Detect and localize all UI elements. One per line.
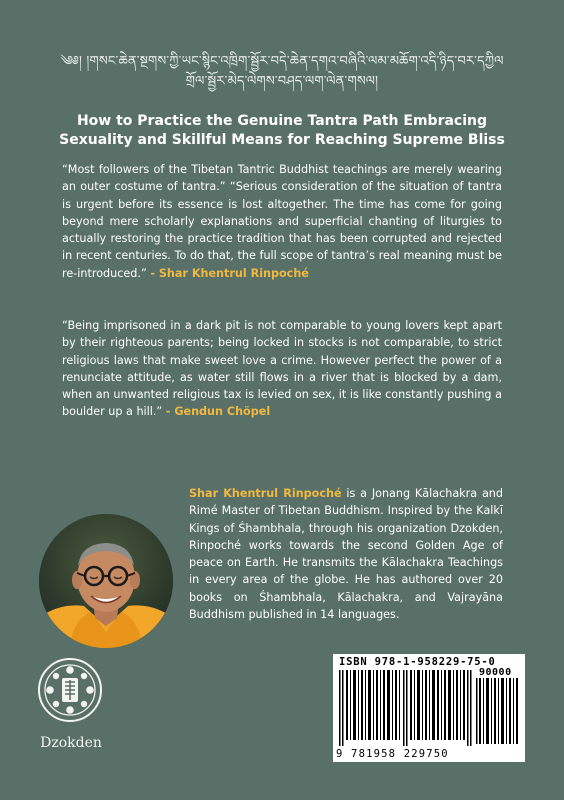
ean-number: 9 781958 229750 xyxy=(336,748,449,760)
publisher-name: Dzokden xyxy=(40,735,102,751)
tibetan-title xyxy=(0,52,564,92)
quote-text: “Being imprisoned in a dark pit is not comparable to young lovers kept apart by their righteous parents; being locked in stocks is not comparable, to strict religious laws that make sweet love a crime. However perfect the power of a renunciate attitude, as water still flows in a river that is blocked by a dam, when an unwanted religious tax is levied on sex, it is like constantly pushing a boulder up a hill.” xyxy=(62,319,502,419)
author-name: Shar Khentrul Rinpoché xyxy=(189,487,342,500)
isbn-label: ISBN 978-1-958229-75-0 xyxy=(339,656,496,668)
subtitle: How to Practice the Genuine Tantra Path Embracing Sexuality and Skillful Means for Reaching Supreme Bliss xyxy=(59,113,505,148)
tibetan-title-line-2: གྲོལ་སྦྱོར་མེད་ལེགས་བཤད་ལག་ལེན་གསལ། xyxy=(185,74,379,89)
quote-attribution: - Gendun Chöpel xyxy=(165,405,271,419)
bio-text: is a Jonang Kālachakra and Rimé Master of Tibetan Buddhism. Inspired by the Kalkī Kings of Śhambhala, through his organization Dzokden, Rinpoché works towards the second Golden Age of peace on Earth. He transmits the Kālachakra Teachings in every area of the globe. He has authored over 20 books on Śhambhala, Kālachakra, and Vajrayāna Buddhism published in 14 languages. xyxy=(189,487,503,622)
kalachakra-emblem-icon xyxy=(37,657,103,723)
dzokden-logo xyxy=(37,657,103,723)
quote-text: “Most followers of the Tibetan Tantric Buddhist teachings are merely wearing an outer costume of tantra.” “Serious consideration of the situation of tantra is urgent before its essence is lost altogether. The time has come for going beyond mere scholarly explanations and superficial chanting of liturgies to actually restoring the practice tradition that has been corrupted and rejected in recent centuries. To do that, the full scope of tantra’s real meaning must be re-introduced.” xyxy=(62,163,502,280)
author-photo xyxy=(39,514,173,648)
ean-barcode-icon xyxy=(339,670,473,746)
author-bio xyxy=(189,485,503,623)
addon-barcode-icon xyxy=(476,678,518,744)
isbn-addon-number: 90000 xyxy=(479,667,512,678)
tibetan-title-line-1: ༄༅། །གསང་ཆེན་སྔགས་ཀྱི་ཡང་སྙིང་འཁྲིག་སྦྱོར་བདེ་ཆེན་དགའ་བཞིའི་ལམ་མཆོག་འདི་ཉིད་བར་དཀྱིལ xyxy=(60,54,504,69)
quote-attribution: - Shar Khentrul Rinpoché xyxy=(150,266,309,280)
quote-gendun-chopel xyxy=(62,317,502,421)
isbn-barcode xyxy=(333,654,525,762)
quote-rinpoche xyxy=(62,161,502,282)
